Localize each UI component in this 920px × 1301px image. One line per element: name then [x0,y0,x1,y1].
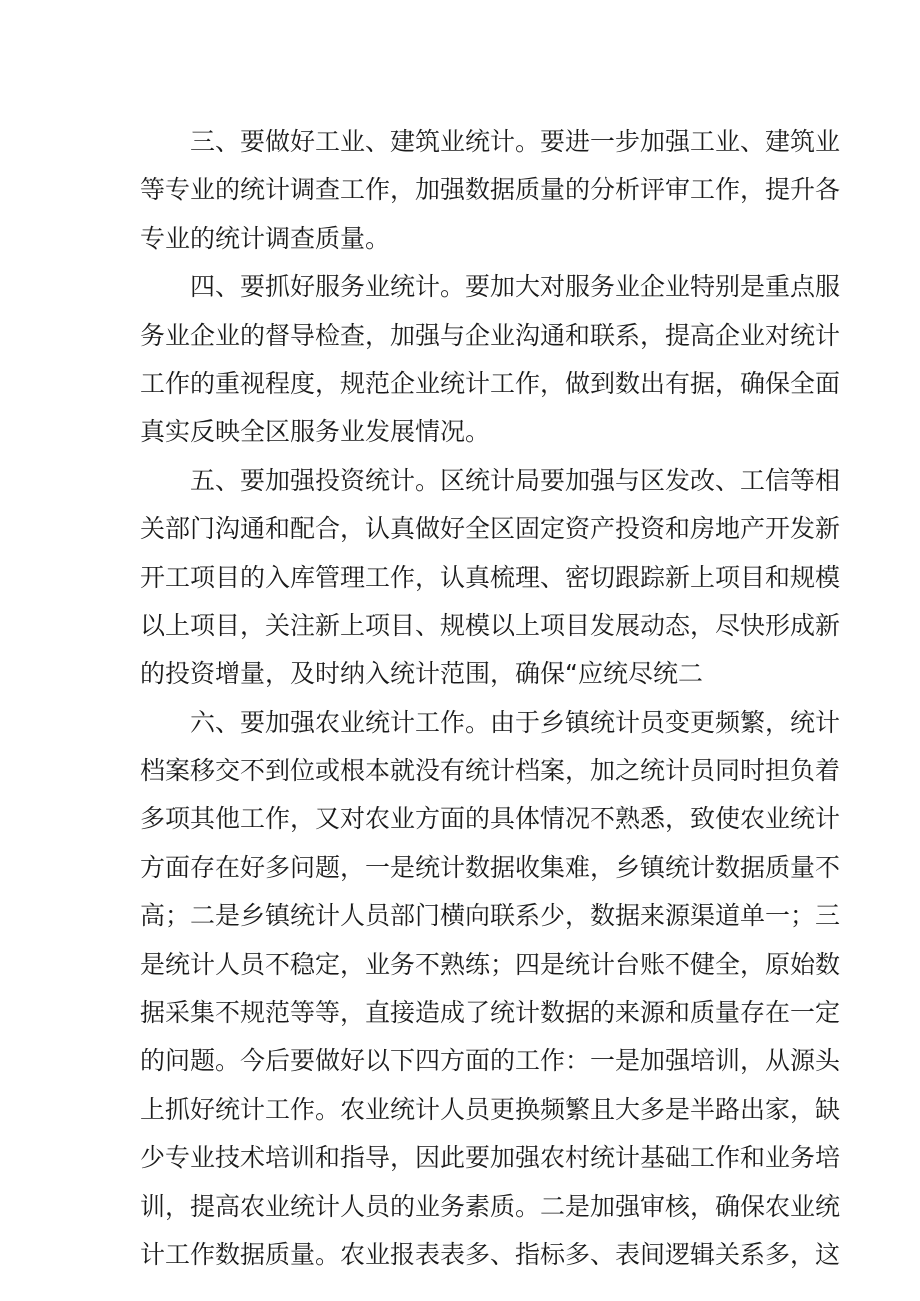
paragraph-agriculture [140,699,841,1280]
paragraph-line: 方面存在好多问题，一是统计数据收集难，乡镇统计数据质量不 [140,852,841,882]
paragraph-line: 等专业的统计调查工作，加强数据质量的分析评审工作，提升各 [140,175,841,205]
paragraph-line: 务业企业的督导检查，加强与企业沟通和联系，提高企业对统计 [140,320,841,350]
paragraph-line: 少专业技术培训和指导，因此要加强农村统计基础工作和业务培 [140,1143,841,1173]
paragraph-line: 五、要加强投资统计。区统计局要加强与区发改、工信等相 [190,465,841,495]
paragraph-line: 的问题。今后要做好以下四方面的工作：一是加强培训，从源头 [140,1046,841,1076]
paragraph-line: 是统计人员不稳定，业务不熟练；四是统计台账不健全，原始数 [140,949,841,979]
paragraph-line: 上抓好统计工作。农业统计人员更换频繁且大多是半路出家，缺 [140,1094,841,1124]
paragraph-line: 开工项目的入库管理工作，认真梳理、密切跟踪新上项目和规模 [140,562,841,592]
paragraph-line: 计工作数据质量。农业报表表多、指标多、表间逻辑关系多，这 [140,1239,841,1269]
paragraph-line: 训，提高农业统计人员的业务素质。二是加强审核，确保农业统 [140,1191,841,1221]
paragraph-line: 工作的重视程度，规范企业统计工作，做到数出有据，确保全面 [140,368,841,398]
paragraph-line: 多项其他工作，又对农业方面的具体情况不熟悉，致使农业统计 [140,804,841,834]
paragraph-line: 据采集不规范等等，直接造成了统计数据的来源和质量存在一定 [140,998,841,1028]
paragraph-line: 四、要抓好服务业统计。要加大对服务业企业特别是重点服 [190,272,841,302]
paragraph-line: 的投资增量，及时纳入统计范围，确保“应统尽统二 [140,659,703,689]
document-body [140,118,841,1279]
paragraph-line: 以上项目，关注新上项目、规模以上项目发展动态，尽快形成新 [140,610,841,640]
paragraph-line: 专业的统计调查质量。 [140,223,391,253]
paragraph-investment [140,457,841,699]
paragraph-line: 档案移交不到位或根本就没有统计档案，加之统计员同时担负着 [140,756,841,786]
paragraph-line: 真实反映全区服务业发展情况。 [140,417,491,447]
paragraph-line: 三、要做好工业、建筑业统计。要进一步加强工业、建筑业 [190,127,841,156]
paragraph-services [140,263,841,457]
paragraph-industry-construction [140,118,841,263]
paragraph-line: 关部门沟通和配合，认真做好全区固定资产投资和房地产开发新 [140,514,841,544]
paragraph-line: 六、要加强农业统计工作。由于乡镇统计员变更频繁，统计 [190,707,841,737]
paragraph-line: 高；二是乡镇统计人员部门横向联系少，数据来源渠道单一；三 [140,901,841,931]
